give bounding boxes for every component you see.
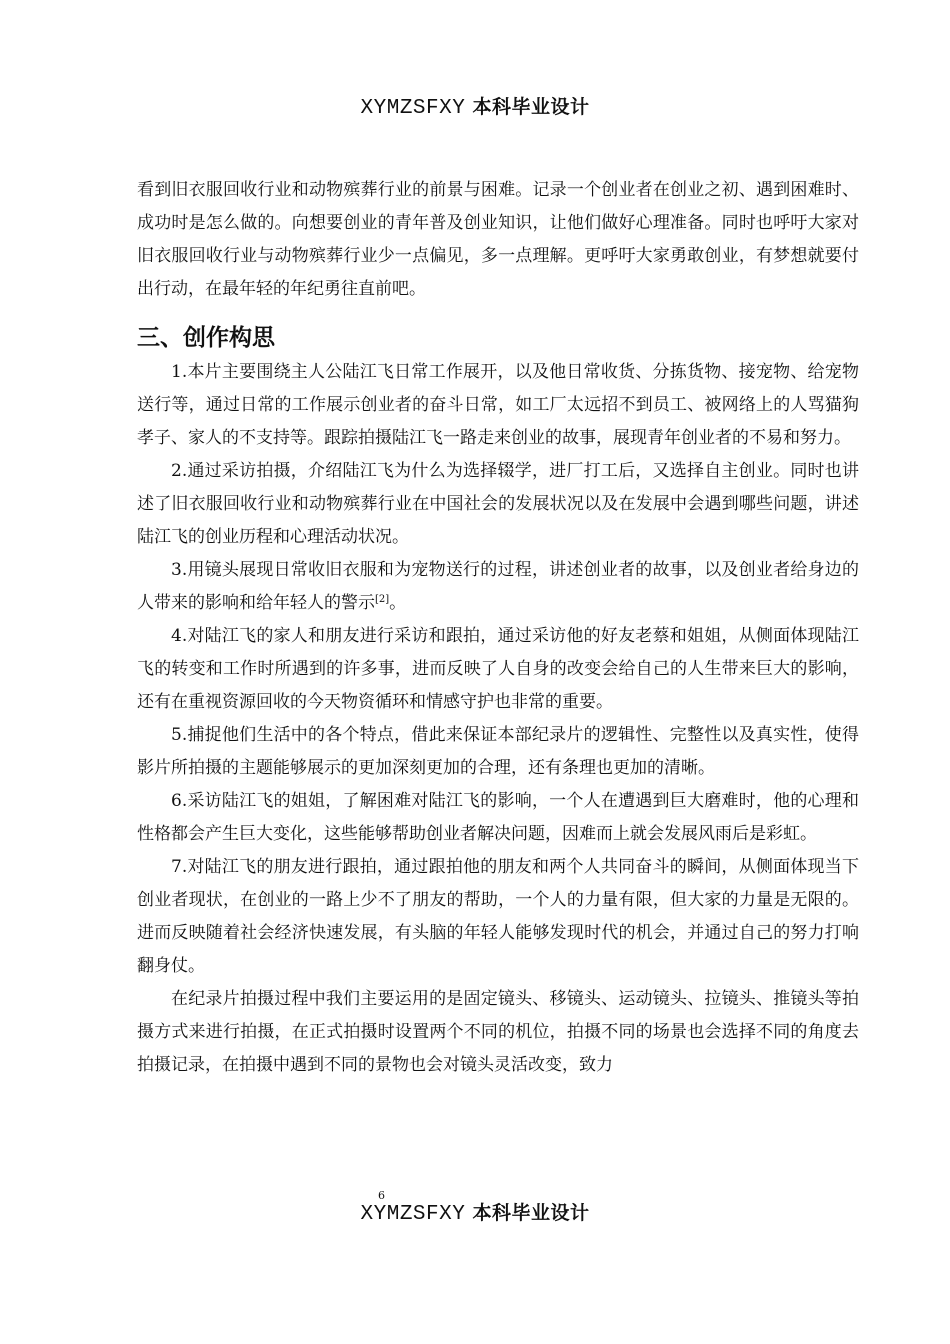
footer-title: 本科毕业设计 xyxy=(465,1202,590,1224)
citation-reference[interactable]: [2] xyxy=(375,594,390,605)
list-item-1: 1.本片主要围绕主人公陆江飞日常工作展开，以及他日常收货、分拣货物、接宠物、给宠物送行等，通过日常的工作展示创业者的奋斗日常，如工厂太远招不到员工、被网络上的人骂猫狗孝子、家人的不支持等。跟踪拍摄陆江飞一路走来创业的故事，展现青年创业者的不易和努力。 xyxy=(137,362,859,448)
list-item-3-tail: 。 xyxy=(389,593,407,613)
list-item-4: 4.对陆江飞的家人和朋友进行采访和跟拍，通过采访他的好友老蔡和姐姐，从侧面体现陆江飞的转变和工作时所遇到的许多事，进而反映了人自身的改变会给自己的人生带来巨大的影响，还有在重视资源回收的今天物资循环和情感守护也非常的重要。 xyxy=(137,626,859,712)
footer-institution-code: XYMZSFXY xyxy=(360,1203,466,1226)
list-item-6: 6.采访陆江飞的姐姐，了解困难对陆江飞的影响，一个人在遭遇到巨大磨难时，他的心理和性格都会产生巨大变化，这些能够帮助创业者解决问题，因难而上就会发展风雨后是彩虹。 xyxy=(137,791,859,844)
list-item-5: 5.捕捉他们生活中的各个特点，借此来保证本部纪录片的逻辑性、完整性以及真实性，使得影片所拍摄的主题能够展示的更加深刻更加的合理，还有条理也更加的清晰。 xyxy=(137,725,859,778)
document-body xyxy=(137,174,859,1082)
page-header xyxy=(0,92,950,123)
section-heading: 三、创作构思 xyxy=(137,325,275,351)
closing-paragraph: 在纪录片拍摄过程中我们主要运用的是固定镜头、移镜头、运动镜头、拉镜头、推镜头等拍摄方式来进行拍摄，在正式拍摄时设置两个不同的机位，拍摄不同的场景也会选择不同的角度去拍摄记录，在拍摄中遇到不同的景物也会对镜头灵活改变，致力 xyxy=(137,989,859,1075)
page-footer xyxy=(0,1198,950,1229)
list-item-7: 7.对陆江飞的朋友进行跟拍，通过跟拍他的朋友和两个人共同奋斗的瞬间，从侧面体现当下创业者现状，在创业的一路上少不了朋友的帮助，一个人的力量有限，但大家的力量是无限的。进而反映随着社会经济快速发展，有头脑的年轻人能够发现时代的机会，并通过自己的努力打响翻身仗。 xyxy=(137,857,859,976)
header-title: 本科毕业设计 xyxy=(465,96,590,118)
intro-paragraph: 看到旧衣服回收行业和动物殡葬行业的前景与困难。记录一个创业者在创业之初、遇到困难时、成功时是怎么做的。向想要创业的青年普及创业知识，让他们做好心理准备。同时也呼吁大家对旧衣服回收行业与动物殡葬行业少一点偏见，多一点理解。更呼吁大家勇敢创业，有梦想就要付出行动，在最年轻的年纪勇往直前吧。 xyxy=(137,180,859,299)
list-item-2: 2.通过采访拍摄，介绍陆江飞为什么为选择辍学，进厂打工后，又选择自主创业。同时也讲述了旧衣服回收行业和动物殡葬行业在中国社会的发展状况以及在发展中会遇到哪些问题，讲述陆江飞的创业历程和心理活动状况。 xyxy=(137,461,859,547)
header-institution-code: XYMZSFXY xyxy=(360,97,466,120)
list-item-3 xyxy=(137,554,859,620)
list-item-3-text: 3.用镜头展现日常收旧衣服和为宠物送行的过程，讲述创业者的故事，以及创业者给身边的人带来的影响和给年轻人的警示 xyxy=(137,560,859,613)
page-number: 6 xyxy=(378,1189,385,1202)
